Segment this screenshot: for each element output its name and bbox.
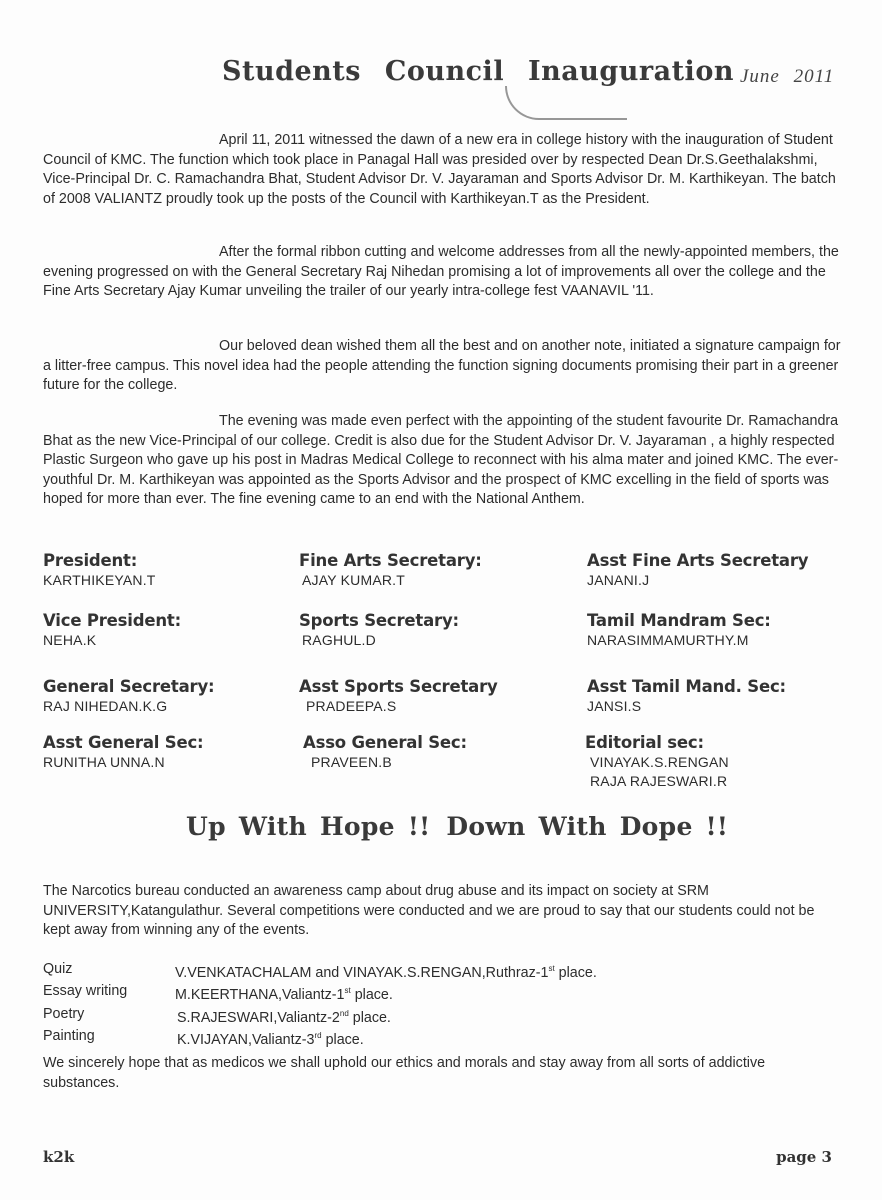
article-title: Students Council Inauguration xyxy=(222,56,734,87)
officer-name: KARTHIKEYAN.T xyxy=(43,572,156,588)
officer-tamil-mandram-sec xyxy=(587,611,771,650)
result-row xyxy=(43,960,743,982)
officer-name: AJAY KUMAR.T xyxy=(302,572,406,588)
paragraph-text: April 11, 2011 witnessed the dawn of a new era in college history with the inauguration of Student Council of KMC. The function which took place in Panagal Hall was presided over by respected Dean Dr.S.Geethalakshmi, Vice-Principal Dr. C. Ramachandra Bhat, Student Advisor Dr. V. Jayaraman and Sports Advisor Dr. M. Karthikeyan. The batch of 2008 VALIANTZ proudly took up the posts of the Council with Karthikeyan.T as the President. xyxy=(43,132,836,207)
officer-role: Asst Tamil Mand. Sec: xyxy=(587,677,786,696)
winner-text: S.RAJESWARI,Valiantz-2 xyxy=(177,1009,340,1026)
officer-role: Fine Arts Secretary: xyxy=(299,551,482,570)
paragraph-text: Our beloved dean wished them all the best and on another note, initiated a signature campaign for a litter-free campus. This novel idea had the people attending the function signing documents promising their part in a greener future for the college. xyxy=(43,338,841,393)
result-winner xyxy=(175,982,393,1004)
officer-asst-sports-secretary xyxy=(299,677,498,716)
result-event: Poetry xyxy=(43,1005,85,1022)
officer-vice-president xyxy=(43,611,181,650)
result-event: Essay writing xyxy=(43,983,128,1000)
ordinal-suffix: st xyxy=(344,986,351,996)
officer-general-secretary xyxy=(43,677,214,716)
officer-asso-general-sec xyxy=(303,733,467,772)
section-heading-dope xyxy=(186,812,728,841)
officer-fine-arts-secretary xyxy=(299,551,482,590)
result-row xyxy=(43,1005,743,1027)
closing-paragraph: We sincerely hope that as medicos we shall uphold our ethics and morals and stay away from all sorts of addictive substances. xyxy=(43,1055,766,1091)
competition-results xyxy=(43,960,743,1049)
officer-sports-secretary xyxy=(299,611,459,650)
issue-date: June 2011 xyxy=(740,66,835,87)
officer-name: VINAYAK.S.RENGAN xyxy=(590,754,729,770)
place-text: place. xyxy=(554,964,597,981)
officer-name: NEHA.K xyxy=(43,632,97,648)
article-paragraph-4 xyxy=(43,412,843,510)
paragraph-text: The evening was made even perfect with the appointing of the student favourite Dr. Ramachandra Bhat as the new Vice-Principal of our college. Credit is also due for the Student Advisor Dr. V. Jayaraman , a highly respected Plastic Surgeon who gave up his post in Madras Medical College to reconnect with his alma mater and joined KMC. The ever-youthful Dr. M. Karthikeyan was appointed as the Sports Advisor and the prospect of KMC excelling in the field of sports was hoped for more than ever. The fine evening came to an end with the National Anthem. xyxy=(43,413,839,507)
result-row xyxy=(43,1027,743,1049)
result-winner xyxy=(175,1027,364,1049)
result-winner xyxy=(175,1005,391,1027)
officer-role: Sports Secretary: xyxy=(299,611,459,630)
officer-role: Vice President: xyxy=(43,611,181,630)
officer-name: PRAVEEN.B xyxy=(311,754,392,770)
officer-role: Asst Fine Arts Secretary xyxy=(587,551,809,570)
article-paragraph-1 xyxy=(43,131,843,209)
officer-name: RAJ NIHEDAN.K.G xyxy=(43,698,168,714)
winner-text: V.VENKATACHALAM and VINAYAK.S.RENGAN,Ruthraz-1 xyxy=(175,964,549,981)
place-text: place. xyxy=(350,987,393,1004)
officer-asst-general-sec xyxy=(43,733,203,772)
officer-name: JANSI.S xyxy=(587,698,642,714)
result-row xyxy=(43,982,743,1004)
article-paragraph-3 xyxy=(43,337,843,396)
page-header xyxy=(222,52,862,102)
officer-role: President: xyxy=(43,551,138,570)
winner-text: K.VIJAYAN,Valiantz-3 xyxy=(177,1031,315,1048)
heading-part-dope: Down With Dope !! xyxy=(446,812,729,841)
officer-name: RUNITHA UNNA.N xyxy=(43,754,165,770)
footer-page-number: page 3 xyxy=(776,1148,832,1166)
ordinal-suffix: rd xyxy=(314,1030,322,1040)
result-event: Quiz xyxy=(43,961,73,977)
officer-editorial-sec xyxy=(585,733,729,791)
heading-part-hope: Up With Hope !! xyxy=(186,812,431,841)
officer-asst-fine-arts-secretary xyxy=(587,551,808,590)
officer-asst-tamil-mand-sec xyxy=(587,677,786,716)
officer-name: RAJA RAJESWARI.R xyxy=(590,773,728,789)
officer-role: Tamil Mandram Sec: xyxy=(587,611,771,630)
article-paragraph-2 xyxy=(43,243,843,302)
officer-president xyxy=(43,551,156,590)
officer-name: PRADEEPA.S xyxy=(306,698,397,714)
officer-name: JANANI.J xyxy=(587,572,650,588)
result-winner xyxy=(175,960,597,982)
title-flourish xyxy=(505,86,627,120)
result-event: Painting xyxy=(43,1027,95,1044)
paragraph-text: After the formal ribbon cutting and welcome addresses from all the newly-appointed members, the evening progressed on with the General Secretary Raj Nihedan promising a lot of improvements all over the college and the Fine Arts Secretary Ajay Kumar unveiling the trailer of our yearly intra-college fest VAANAVIL '11. xyxy=(43,244,839,299)
officer-name: NARASIMMAMURTHY.M xyxy=(587,632,749,648)
footer-magazine-name: k2k xyxy=(43,1148,75,1166)
officer-role: Asso General Sec: xyxy=(303,733,467,752)
place-text: place. xyxy=(348,1009,391,1026)
officer-role: Asst General Sec: xyxy=(43,733,204,752)
officer-role: General Secretary: xyxy=(43,677,215,696)
ordinal-suffix: nd xyxy=(339,1008,349,1018)
officer-role: Asst Sports Secretary xyxy=(299,677,498,696)
dope-intro-paragraph: The Narcotics bureau conducted an awareness camp about drug abuse and its impact on society at SRM UNIVERSITY,Katangulathur. Several competitions were conducted and we are proud to say that our students could not be kept away from winning any of the events. xyxy=(43,883,815,938)
officer-name: RAGHUL.D xyxy=(302,632,376,648)
winner-text: M.KEERTHANA,Valiantz-1 xyxy=(175,987,345,1004)
place-text: place. xyxy=(321,1031,364,1048)
ordinal-suffix: st xyxy=(548,964,555,973)
officer-role: Editorial sec: xyxy=(585,733,704,752)
